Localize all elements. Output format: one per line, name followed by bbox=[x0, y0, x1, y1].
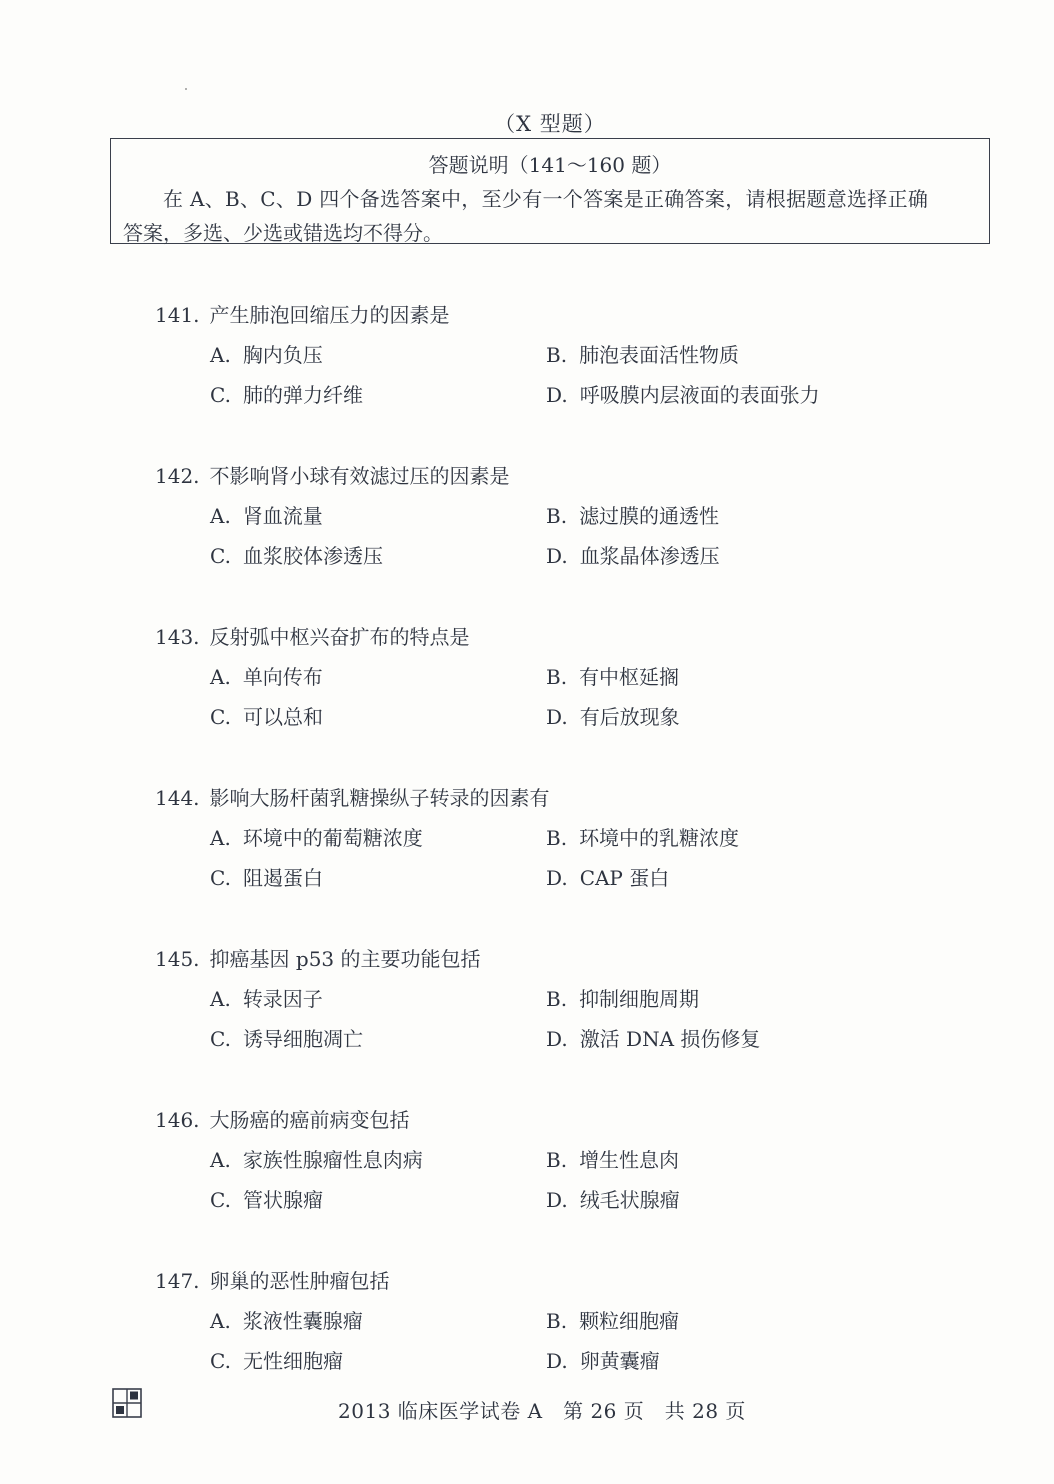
option-text: 诱导细胞凋亡 bbox=[242, 1027, 363, 1051]
option-text: 滤过膜的通透性 bbox=[579, 504, 720, 528]
question-stem bbox=[155, 943, 481, 972]
question-number: 142. bbox=[155, 464, 200, 488]
question-stem bbox=[155, 299, 450, 328]
option-letter: D. bbox=[546, 866, 568, 890]
question-stem bbox=[155, 782, 550, 811]
option-letter: B. bbox=[546, 343, 568, 367]
question-147 bbox=[0, 1265, 1054, 1385]
option-letter: C. bbox=[210, 1027, 231, 1051]
option-text: 胸内负压 bbox=[242, 343, 323, 367]
option-letter: A. bbox=[210, 826, 231, 850]
option-c bbox=[210, 379, 363, 408]
option-text: 肾血流量 bbox=[242, 504, 323, 528]
option-b bbox=[546, 983, 699, 1012]
option-letter: B. bbox=[546, 1148, 568, 1172]
question-stem bbox=[155, 1265, 390, 1294]
option-text: 转录因子 bbox=[242, 987, 323, 1011]
option-d bbox=[546, 701, 680, 730]
question-text: 大肠癌的癌前病变包括 bbox=[209, 1108, 410, 1132]
option-b bbox=[546, 1144, 679, 1173]
instructions-box bbox=[110, 138, 990, 244]
question-stem bbox=[155, 1104, 410, 1133]
option-d bbox=[546, 1023, 760, 1052]
question-number: 145. bbox=[155, 947, 200, 971]
option-text: 环境中的乳糖浓度 bbox=[579, 826, 740, 850]
question-text: 卵巢的恶性肿瘤包括 bbox=[209, 1269, 390, 1293]
option-text: 呼吸膜内层液面的表面张力 bbox=[579, 383, 820, 407]
instructions-text-line1: 在 A、B、C、D 四个备选答案中，至少有一个答案是正确答案，请根据题意选择正确 bbox=[163, 187, 929, 211]
option-d bbox=[546, 379, 820, 408]
option-text: 阻遏蛋白 bbox=[242, 866, 323, 890]
option-b bbox=[546, 500, 719, 529]
question-number: 146. bbox=[155, 1108, 200, 1132]
question-text: 不影响肾小球有效滤过压的因素是 bbox=[209, 464, 510, 488]
option-letter: A. bbox=[210, 665, 231, 689]
option-b bbox=[546, 661, 679, 690]
option-letter: B. bbox=[546, 1309, 568, 1333]
option-text: 浆液性囊腺瘤 bbox=[242, 1309, 363, 1333]
question-text: 抑癌基因 p53 的主要功能包括 bbox=[209, 947, 481, 971]
option-c bbox=[210, 1345, 343, 1374]
option-text: 血浆胶体渗透压 bbox=[242, 544, 383, 568]
option-letter: C. bbox=[210, 544, 231, 568]
option-text: 抑制细胞周期 bbox=[579, 987, 700, 1011]
section-title: （X 型题） bbox=[494, 112, 606, 136]
option-a bbox=[210, 1144, 423, 1173]
option-d bbox=[546, 862, 669, 891]
option-letter: D. bbox=[546, 1349, 568, 1373]
instructions-heading: 答题说明（141～160 题） bbox=[428, 153, 672, 177]
question-text: 产生肺泡回缩压力的因素是 bbox=[209, 303, 450, 327]
option-text: 肺泡表面活性物质 bbox=[579, 343, 740, 367]
option-c bbox=[210, 1023, 363, 1052]
option-text: 有中枢延搁 bbox=[579, 665, 680, 689]
option-text: 颗粒细胞瘤 bbox=[579, 1309, 680, 1333]
option-letter: A. bbox=[210, 343, 231, 367]
option-text: 血浆晶体渗透压 bbox=[579, 544, 720, 568]
question-number: 141. bbox=[155, 303, 200, 327]
option-text: 有后放现象 bbox=[579, 705, 680, 729]
option-c bbox=[210, 701, 323, 730]
option-text: 增生性息肉 bbox=[579, 1148, 680, 1172]
option-letter: D. bbox=[546, 705, 568, 729]
option-text: 家族性腺瘤性息肉病 bbox=[242, 1148, 423, 1172]
question-141 bbox=[0, 299, 1054, 419]
page-footer: 2013 临床医学试卷 A 第 26 页 共 28 页 bbox=[338, 1399, 746, 1423]
option-a bbox=[210, 822, 423, 851]
option-letter: D. bbox=[546, 1027, 568, 1051]
option-letter: D. bbox=[546, 1188, 568, 1212]
option-text: 环境中的葡萄糖浓度 bbox=[242, 826, 423, 850]
option-text: 管状腺瘤 bbox=[242, 1188, 323, 1212]
option-letter: B. bbox=[546, 987, 568, 1011]
option-letter: B. bbox=[546, 826, 568, 850]
option-letter: D. bbox=[546, 544, 568, 568]
option-a bbox=[210, 500, 323, 529]
option-text: 卵黄囊瘤 bbox=[579, 1349, 660, 1373]
scan-speck bbox=[185, 88, 187, 90]
question-number: 144. bbox=[155, 786, 200, 810]
option-b bbox=[546, 339, 739, 368]
option-letter: C. bbox=[210, 705, 231, 729]
option-text: 单向传布 bbox=[242, 665, 323, 689]
option-letter: A. bbox=[210, 504, 231, 528]
option-letter: D. bbox=[546, 383, 568, 407]
question-142 bbox=[0, 460, 1054, 580]
option-letter: A. bbox=[210, 1309, 231, 1333]
option-a bbox=[210, 1305, 363, 1334]
option-letter: B. bbox=[546, 665, 568, 689]
question-144 bbox=[0, 782, 1054, 902]
option-a bbox=[210, 983, 323, 1012]
option-c bbox=[210, 862, 323, 891]
option-a bbox=[210, 661, 323, 690]
option-letter: A. bbox=[210, 1148, 231, 1172]
option-text: 无性细胞瘤 bbox=[242, 1349, 343, 1373]
option-text: 可以总和 bbox=[242, 705, 323, 729]
option-text: 绒毛状腺瘤 bbox=[579, 1188, 680, 1212]
option-letter: C. bbox=[210, 1349, 231, 1373]
option-b bbox=[546, 822, 739, 851]
question-145 bbox=[0, 943, 1054, 1063]
option-letter: C. bbox=[210, 866, 231, 890]
option-c bbox=[210, 540, 383, 569]
option-text: CAP 蛋白 bbox=[579, 866, 670, 890]
question-stem bbox=[155, 460, 510, 489]
question-text: 影响大肠杆菌乳糖操纵子转录的因素有 bbox=[209, 786, 550, 810]
question-143 bbox=[0, 621, 1054, 741]
option-text: 激活 DNA 损伤修复 bbox=[579, 1027, 761, 1051]
option-d bbox=[546, 540, 720, 569]
option-b bbox=[546, 1305, 679, 1334]
option-c bbox=[210, 1184, 323, 1213]
question-text: 反射弧中枢兴奋扩布的特点是 bbox=[209, 625, 470, 649]
option-a bbox=[210, 339, 323, 368]
question-146 bbox=[0, 1104, 1054, 1224]
option-letter: B. bbox=[546, 504, 568, 528]
question-number: 147. bbox=[155, 1269, 200, 1293]
option-text: 肺的弹力纤维 bbox=[242, 383, 363, 407]
instructions-text-line2: 答案，多选、少选或错选均不得分。 bbox=[123, 221, 443, 245]
option-d bbox=[546, 1184, 680, 1213]
option-letter: C. bbox=[210, 383, 231, 407]
question-number: 143. bbox=[155, 625, 200, 649]
option-letter: A. bbox=[210, 987, 231, 1011]
option-d bbox=[546, 1345, 660, 1374]
option-letter: C. bbox=[210, 1188, 231, 1212]
question-stem bbox=[155, 621, 470, 650]
